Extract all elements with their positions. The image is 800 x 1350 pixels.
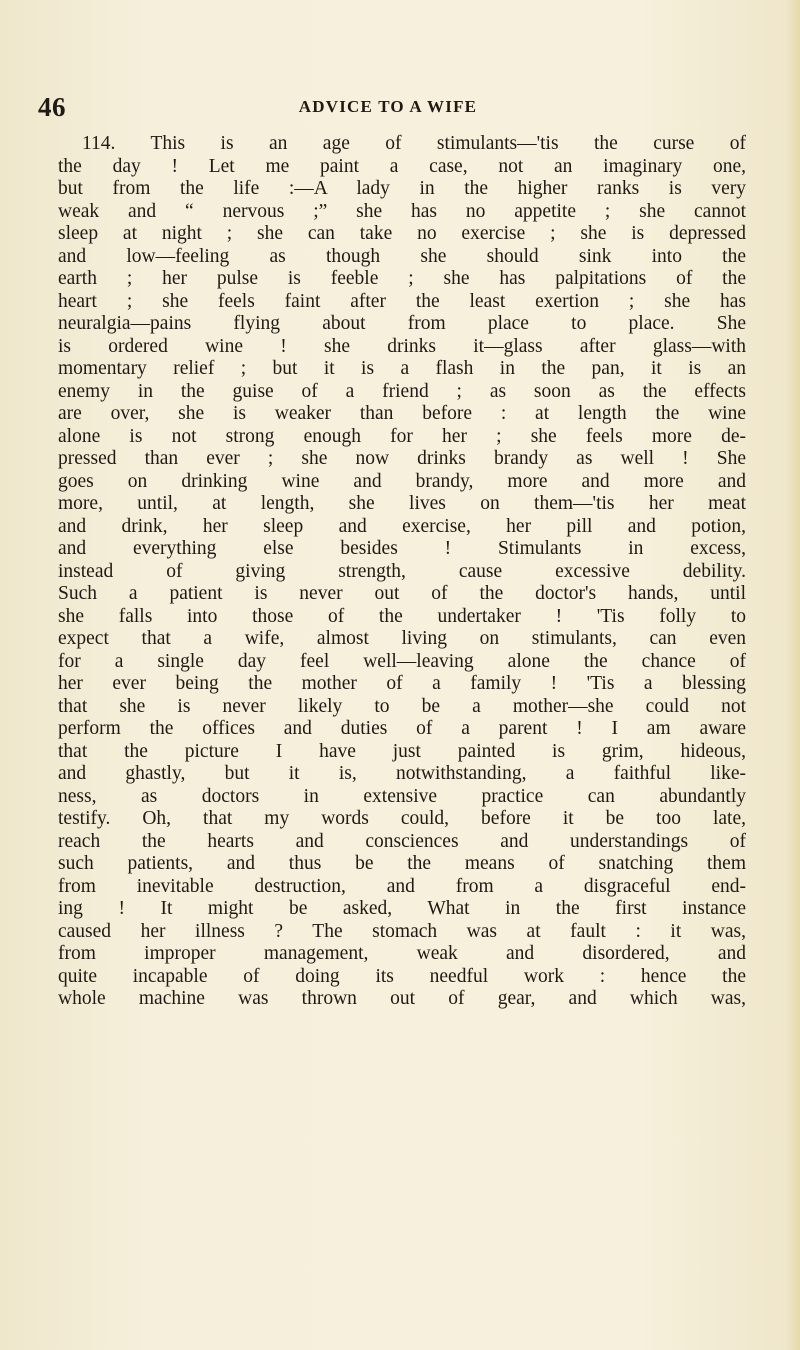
page-number: 46 [38, 92, 66, 122]
text-line: caused her illness ? The stomach was at fault : it was, [58, 920, 746, 942]
text-line: but from the life :—A lady in the higher ranks is very [58, 178, 746, 199]
text-line: neuralgia—pains flying about from place to place. She [58, 313, 746, 334]
text-line: perform the offices and duties of a parent ! I am aware [58, 718, 746, 739]
text-line: earth ; her pulse is feeble ; she has palpitations of the [58, 268, 746, 289]
text-line: alone is not strong enough for her ; she feels more de- [58, 425, 746, 447]
text-line: for a single day feel well—leaving alone the chance of [58, 650, 746, 672]
text-line: that she is never likely to be a mother—she could not [58, 695, 746, 717]
text-line: such patients, and thus be the means of snatching them [58, 853, 746, 874]
text-line: goes on drinking wine and brandy, more and more and [58, 470, 746, 492]
text-line: ing ! It might be asked, What in the first instance [58, 898, 746, 919]
text-line: her ever being the mother of a family ! 'Tis a blessing [58, 673, 746, 694]
text-line: quite incapable of doing its needful work : hence the [58, 965, 746, 987]
text-line: are over, she is weaker than before : at length the wine [58, 403, 746, 424]
page-edge-shadow [786, 0, 800, 1350]
text-line: instead of giving strength, cause excessive debility. [58, 560, 746, 582]
text-line: she falls into those of the undertaker ! 'Tis folly to [58, 605, 746, 627]
text-line: Such a patient is never out of the doctor's hands, until [58, 583, 746, 604]
text-line: that the picture I have just painted is grim, hideous, [58, 740, 746, 762]
text-line: and ghastly, but it is, notwithstanding, a faithful like- [58, 763, 746, 784]
page-header [38, 92, 738, 128]
text-line: and drink, her sleep and exercise, her pill and potion, [58, 515, 746, 537]
text-line: sleep at night ; she can take no exercise ; she is depressed [58, 223, 746, 244]
text-line: expect that a wife, almost living on stimulants, can even [58, 628, 746, 649]
text-line: 114. This is an age of stimulants—'tis the curse of [82, 133, 746, 154]
text-line: ness, as doctors in extensive practice can abundantly [58, 785, 746, 807]
paragraph-114 [58, 133, 746, 1011]
running-head: ADVICE TO A WIFE [298, 97, 478, 116]
text-line: enemy in the guise of a friend ; as soon as the effects [58, 380, 746, 402]
text-line: reach the hearts and consciences and understandings of [58, 830, 746, 852]
text-line: is ordered wine ! she drinks it—glass after glass—with [58, 335, 746, 357]
text-line: from improper management, weak and disordered, and [58, 943, 746, 964]
text-line: whole machine was thrown out of gear, and which was, [58, 988, 746, 1009]
text-line: heart ; she feels faint after the least exertion ; she has [58, 290, 746, 312]
text-line: and everything else besides ! Stimulants in excess, [58, 538, 746, 559]
text-line: testify. Oh, that my words could, before it be too late, [58, 808, 746, 829]
text-line: and low—feeling as though she should sink into the [58, 245, 746, 267]
text-line: more, until, at length, she lives on them—'tis her meat [58, 493, 746, 514]
text-line: the day ! Let me paint a case, not an imaginary one, [58, 155, 746, 177]
text-line: pressed than ever ; she now drinks brandy as well ! She [58, 448, 746, 469]
text-line: from inevitable destruction, and from a disgraceful end- [58, 875, 746, 897]
text-line: momentary relief ; but it is a flash in the pan, it is an [58, 358, 746, 379]
text-line: weak and “ nervous ;” she has no appetite ; she cannot [58, 200, 746, 222]
